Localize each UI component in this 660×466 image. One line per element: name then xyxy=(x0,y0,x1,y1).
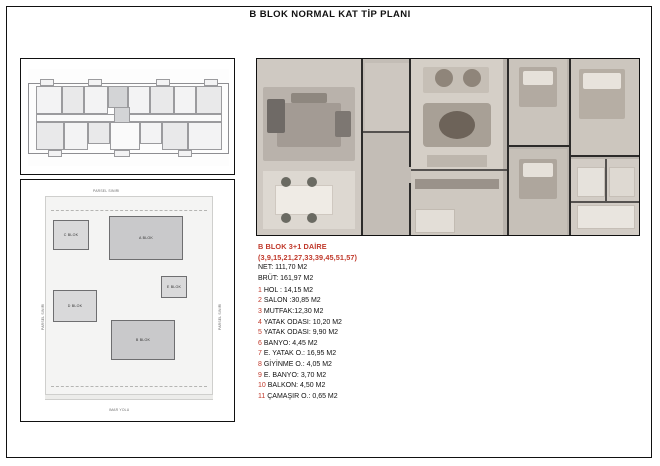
room-label: BANYO: 4,45 M2 xyxy=(263,339,318,347)
room-number: 9 xyxy=(258,371,262,379)
list-item xyxy=(258,296,508,307)
list-item xyxy=(258,307,508,318)
room-label: MUTFAK:12,30 M2 xyxy=(263,308,324,316)
list-item xyxy=(258,349,508,360)
list-item xyxy=(258,371,508,382)
room-number: 7 xyxy=(258,350,262,358)
room-number: 10 xyxy=(258,382,266,390)
legend-gross-area: BRÜT: 161,97 M2 xyxy=(258,274,314,282)
legend-apartment-numbers: (3,9,15,21,27,33,39,45,51,57) xyxy=(258,252,358,262)
room-number: 5 xyxy=(258,329,262,337)
site-label-right: PARSEL SINIRI xyxy=(218,303,222,330)
room-label: HOL : 14,15 M2 xyxy=(263,286,314,294)
site-plan-panel xyxy=(20,179,235,422)
room-label: E. YATAK O.: 16,95 M2 xyxy=(263,350,337,358)
site-block-d: D BLOK xyxy=(53,290,97,322)
legend-room-list xyxy=(258,286,508,403)
site-label-left: PARSEL SINIRI xyxy=(41,303,45,330)
site-label-top: PARSEL SINIRI xyxy=(93,189,120,193)
room-number: 1 xyxy=(258,286,262,294)
room-label: ÇAMAŞIR O.: 0,65 M2 xyxy=(267,392,338,400)
room-label: E. BANYO: 3,70 M2 xyxy=(263,371,327,379)
room-number: 8 xyxy=(258,361,262,369)
apartment-legend xyxy=(258,242,508,402)
room-number: 11 xyxy=(258,392,266,400)
room-number: 3 xyxy=(258,308,262,316)
page-title: B BLOK NORMAL KAT TİP PLANI xyxy=(249,9,411,20)
room-number: 4 xyxy=(258,318,262,326)
site-label-bottom: IMAR YOLU xyxy=(109,408,130,412)
room-number: 6 xyxy=(258,339,262,347)
list-item xyxy=(258,360,508,371)
key-floor-plan-panel xyxy=(20,58,235,175)
key-floor-plan-drawing xyxy=(28,69,229,166)
list-item xyxy=(258,381,508,392)
legend-heading: B BLOK 3+1 DAİRE xyxy=(258,242,327,251)
list-item xyxy=(258,392,508,403)
room-label: BALKON: 4,50 M2 xyxy=(267,382,326,390)
list-item xyxy=(258,286,508,297)
room-label: YATAK ODASI: 10,20 M2 xyxy=(263,318,342,326)
site-block-b: B BLOK xyxy=(111,320,175,360)
room-label: SALON :30,85 M2 xyxy=(263,297,321,305)
room-number: 2 xyxy=(258,297,262,305)
room-label: GİYİNME O.: 4,05 M2 xyxy=(263,361,332,369)
list-item xyxy=(258,328,508,339)
site-block-c: C BLOK xyxy=(53,220,89,250)
legend-net-area: NET: 111,70 M2 xyxy=(258,264,308,272)
site-plan-drawing xyxy=(21,180,234,421)
apartment-render-panel xyxy=(256,58,640,236)
list-item xyxy=(258,339,508,350)
room-label: YATAK ODASI: 9,90 M2 xyxy=(263,329,339,337)
site-block-a: A BLOK xyxy=(109,216,183,260)
site-block-e: E BLOK xyxy=(161,276,187,298)
list-item xyxy=(258,318,508,329)
